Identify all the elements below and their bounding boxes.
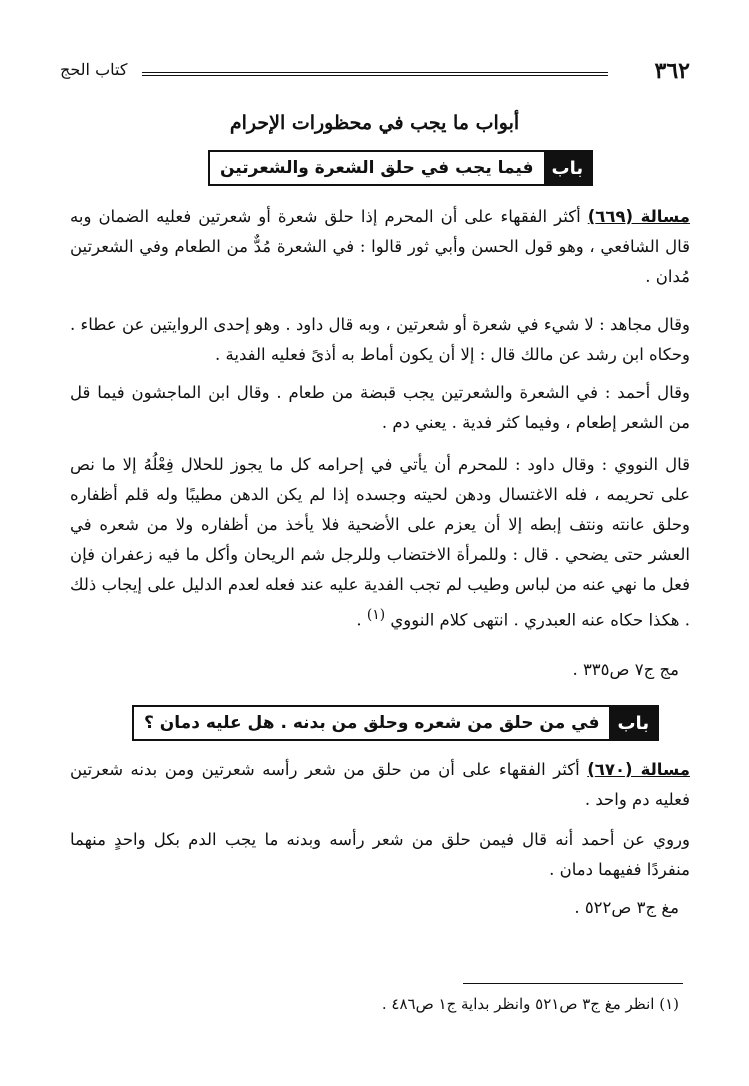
section-title: أبواب ما يجب في محظورات الإحرام bbox=[229, 112, 520, 134]
chapter-heading-2 bbox=[132, 705, 659, 741]
chapter-title: في من حلق من شعره وحلق من بدنه . هل عليه دمان ؟ bbox=[144, 713, 600, 733]
chapter-heading-1 bbox=[208, 150, 593, 186]
masala-text: أكثر الفقهاء على أن المحرم إذا حلق شعرة أو شعرتين فعليه الضمان وبه قال الشافعي ، وهو قول الحسن وأبي ثور قالوا : في الشعرة مُدٌّ من الطعام وفي الشعرتين مُدان . bbox=[70, 207, 690, 286]
paragraph-nawawi: قال النووي : وقال داود : للمحرم أن يأتي في إحرامه كل ما يجوز للحلال فِعْلُهُ إلا ما نص على تحريمه ، فله الاغتسال ودهن لحيته وجسده إذا لم يكن الدهن مطيبًا وله قلم أظفاره وحلق عانته ونتف إبطه إلا أن يعزم على الأضحية فلا يأخذ من أظفاره ولا من شعره في العشر حتى يضحي . قال : وللمرأة الاختضاب وللرجل شم الريحان وأكل ما فيه زعفران فإن فعل ما نهي عنه من لباس وطيب لم تجب الفدية عليه عند فعله لعدم الدليل على إيجاب ذلك . هكذا حكاه عنه العبدري . انتهى كلام النووي $^{(١)}$ . bbox=[70, 455, 690, 630]
nawawi-text: قال النووي : وقال داود : للمحرم أن يأتي في إحرامه كل ما يجوز للحلال فِعْلُهُ إلا ما نص على تحريمه ، فله الاغتسال ودهن لحيته وجسده إذا لم يكن الدهن مطيبًا وله قلم أظفاره وحلق عانته ونتف إبطه إلا أن يعزم على الأضحية فلا يأخذ من أظفاره ولا من شعره في العشر حتى يضحي . قال : وللمرأة الاختضاب وللرجل شم الريحان وأكل ما فيه زعفران فإن فعل ما نهي عنه من لباس وطيب لم تجب الفدية عليه عند فعله لعدم الدليل على إيجاب ذلك . هكذا حكاه عنه العبدري . انتهى كلام النووي bbox=[70, 455, 690, 630]
masala-tag: مسالة (٦٧٠) bbox=[587, 760, 690, 779]
reference-2: مغ ج٣ ص٥٢٢ . bbox=[574, 898, 679, 917]
footnote-marker: (١) bbox=[366, 607, 386, 623]
masala-670 bbox=[70, 755, 690, 815]
chapter-title: فيما يجب في حلق الشعرة والشعرتين bbox=[220, 158, 534, 178]
reference-1: مج ج٧ ص٣٣٥ . bbox=[572, 660, 679, 679]
masala-text: أكثر الفقهاء على أن من حلق من شعر رأسه شعرتين ومن بدنه شعرتين فعليه دم واحد . bbox=[70, 760, 690, 809]
page-number: ٣٦٢ bbox=[654, 58, 690, 84]
footnote: (١) انظر مغ ج٣ ص٥٢١ وانظر بداية ج١ ص٤٨٦ . bbox=[381, 995, 679, 1013]
chapter-label: باب bbox=[544, 152, 592, 184]
masala-tag: مسالة (٦٦٩) bbox=[587, 207, 690, 226]
book-title: كتاب الحج bbox=[60, 60, 128, 79]
header-rule bbox=[142, 72, 608, 76]
paragraph-ahmad: وقال أحمد : في الشعرة والشعرتين يجب قبضة من طعام . وقال ابن الماجشون فيما قل من الشعر إطعام ، وفيما كثر فدية . يعني دم . bbox=[70, 383, 690, 432]
page-header bbox=[60, 58, 690, 86]
paragraph-mujahid: وقال مجاهد : لا شيء في شعرة أو شعرتين ، وبه قال داود . وهو إحدى الروايتين عن عطاء . وحكاه ابن رشد عن مالك قال : إلا أن يكون أماط به أذىً فعليه الفدية . bbox=[70, 315, 690, 364]
footnote-rule bbox=[463, 983, 683, 984]
paragraph-ahmad-2: وروي عن أحمد أنه قال فيمن حلق من شعر رأسه وبدنه ما يجب الدم بكل واحدٍ منهما منفردًا ففيهما دمان . bbox=[70, 830, 690, 879]
masala-669 bbox=[70, 202, 690, 292]
chapter-label: باب bbox=[609, 707, 657, 739]
